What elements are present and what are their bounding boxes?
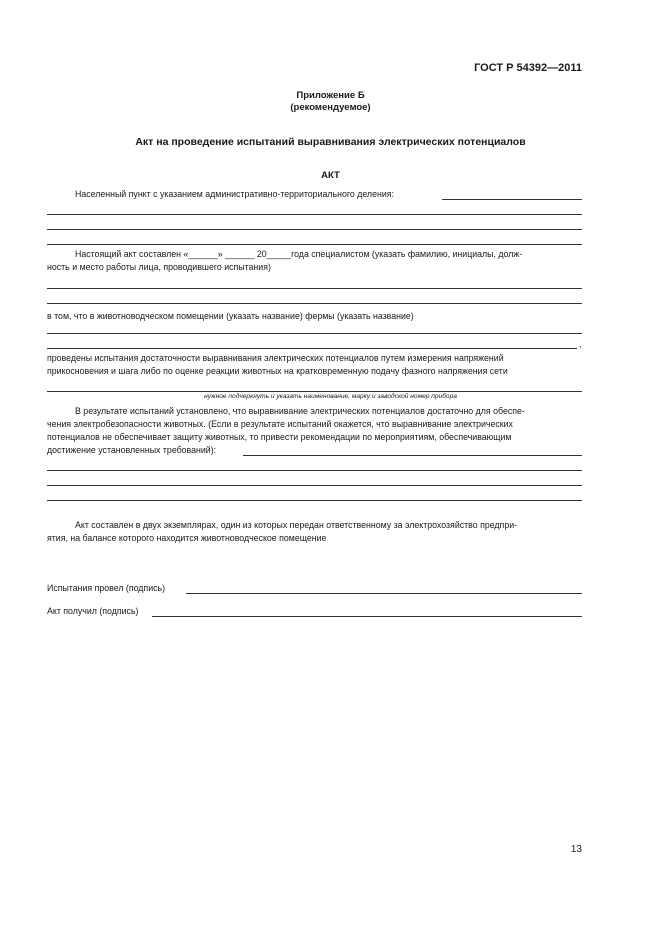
received-by-label: Акт получил (подпись) [47,606,139,616]
blank-line [47,485,582,486]
composed-text-line2: ность и место работы лица, проводившего испытания) [47,262,271,272]
result-text-line1: В результате испытаний установлено, что выравнивание электрических потенциалов достаточно для обеспе- [75,406,525,416]
farm-text: в том, что в животноводческом помещении (указать название) фермы (указать название) [47,311,414,321]
footnote-caption: нужное подчеркнуть и указать наименование, марку и заводской номер прибора [204,393,457,400]
tested-by-signature-line [186,593,582,594]
result-fill-line [243,455,582,456]
blank-line [47,288,582,289]
blank-line [47,348,577,349]
page-number: 13 [570,844,582,855]
result-text-line2: чения электробезопасности животных. (Если в результате испытаний окажется, что выравнивание электрических [47,419,513,429]
blank-line [47,500,582,501]
blank-line [47,214,582,215]
blank-line [47,229,582,230]
copies-text-line1: Акт составлен в двух экземплярах, один из которых передан ответственному за электрохозяйство предпри- [75,520,518,530]
blank-line [47,333,582,334]
result-text-line3: потенциалов не обеспечивает защиту животных, то привести рекомендации по мероприятиям, обеспечивающим [47,432,512,442]
annex-title: Приложение Б [296,90,365,101]
blank-line [47,391,582,392]
composed-text-line1: Настоящий акт составлен «______» ______ 20_____года специалистом (указать фамилию, инициалы, долж- [75,249,523,259]
tested-by-label: Испытания провел (подпись) [47,583,166,593]
blank-line [47,303,582,304]
act-heading: АКТ [321,170,340,181]
annex-status: (рекомендуемое) [290,102,371,113]
locality-fill-line [442,199,582,200]
standard-number: ГОСТ Р 54392—2011 [474,62,582,74]
test-text-line2: прикосновения и шага либо по оценке реакции животных на кратковременную подачу фазного напряжения сети [47,366,508,376]
locality-label: Населенный пункт с указанием административно-территориального деления: [75,189,394,199]
comma-mark: , [579,339,582,349]
document-title: Акт на проведение испытаний выравнивания электрических потенциалов [135,136,526,148]
blank-line [47,244,582,245]
result-text-line4: достижение установленных требований): [47,445,217,455]
test-text-line1: проведены испытания достаточности выравнивания электрических потенциалов путем измерения напряжений [47,353,504,363]
received-by-signature-line [152,616,582,617]
copies-text-line2: ятия, на балансе которого находится животноводческое помещение [47,533,327,543]
blank-line [47,470,582,471]
